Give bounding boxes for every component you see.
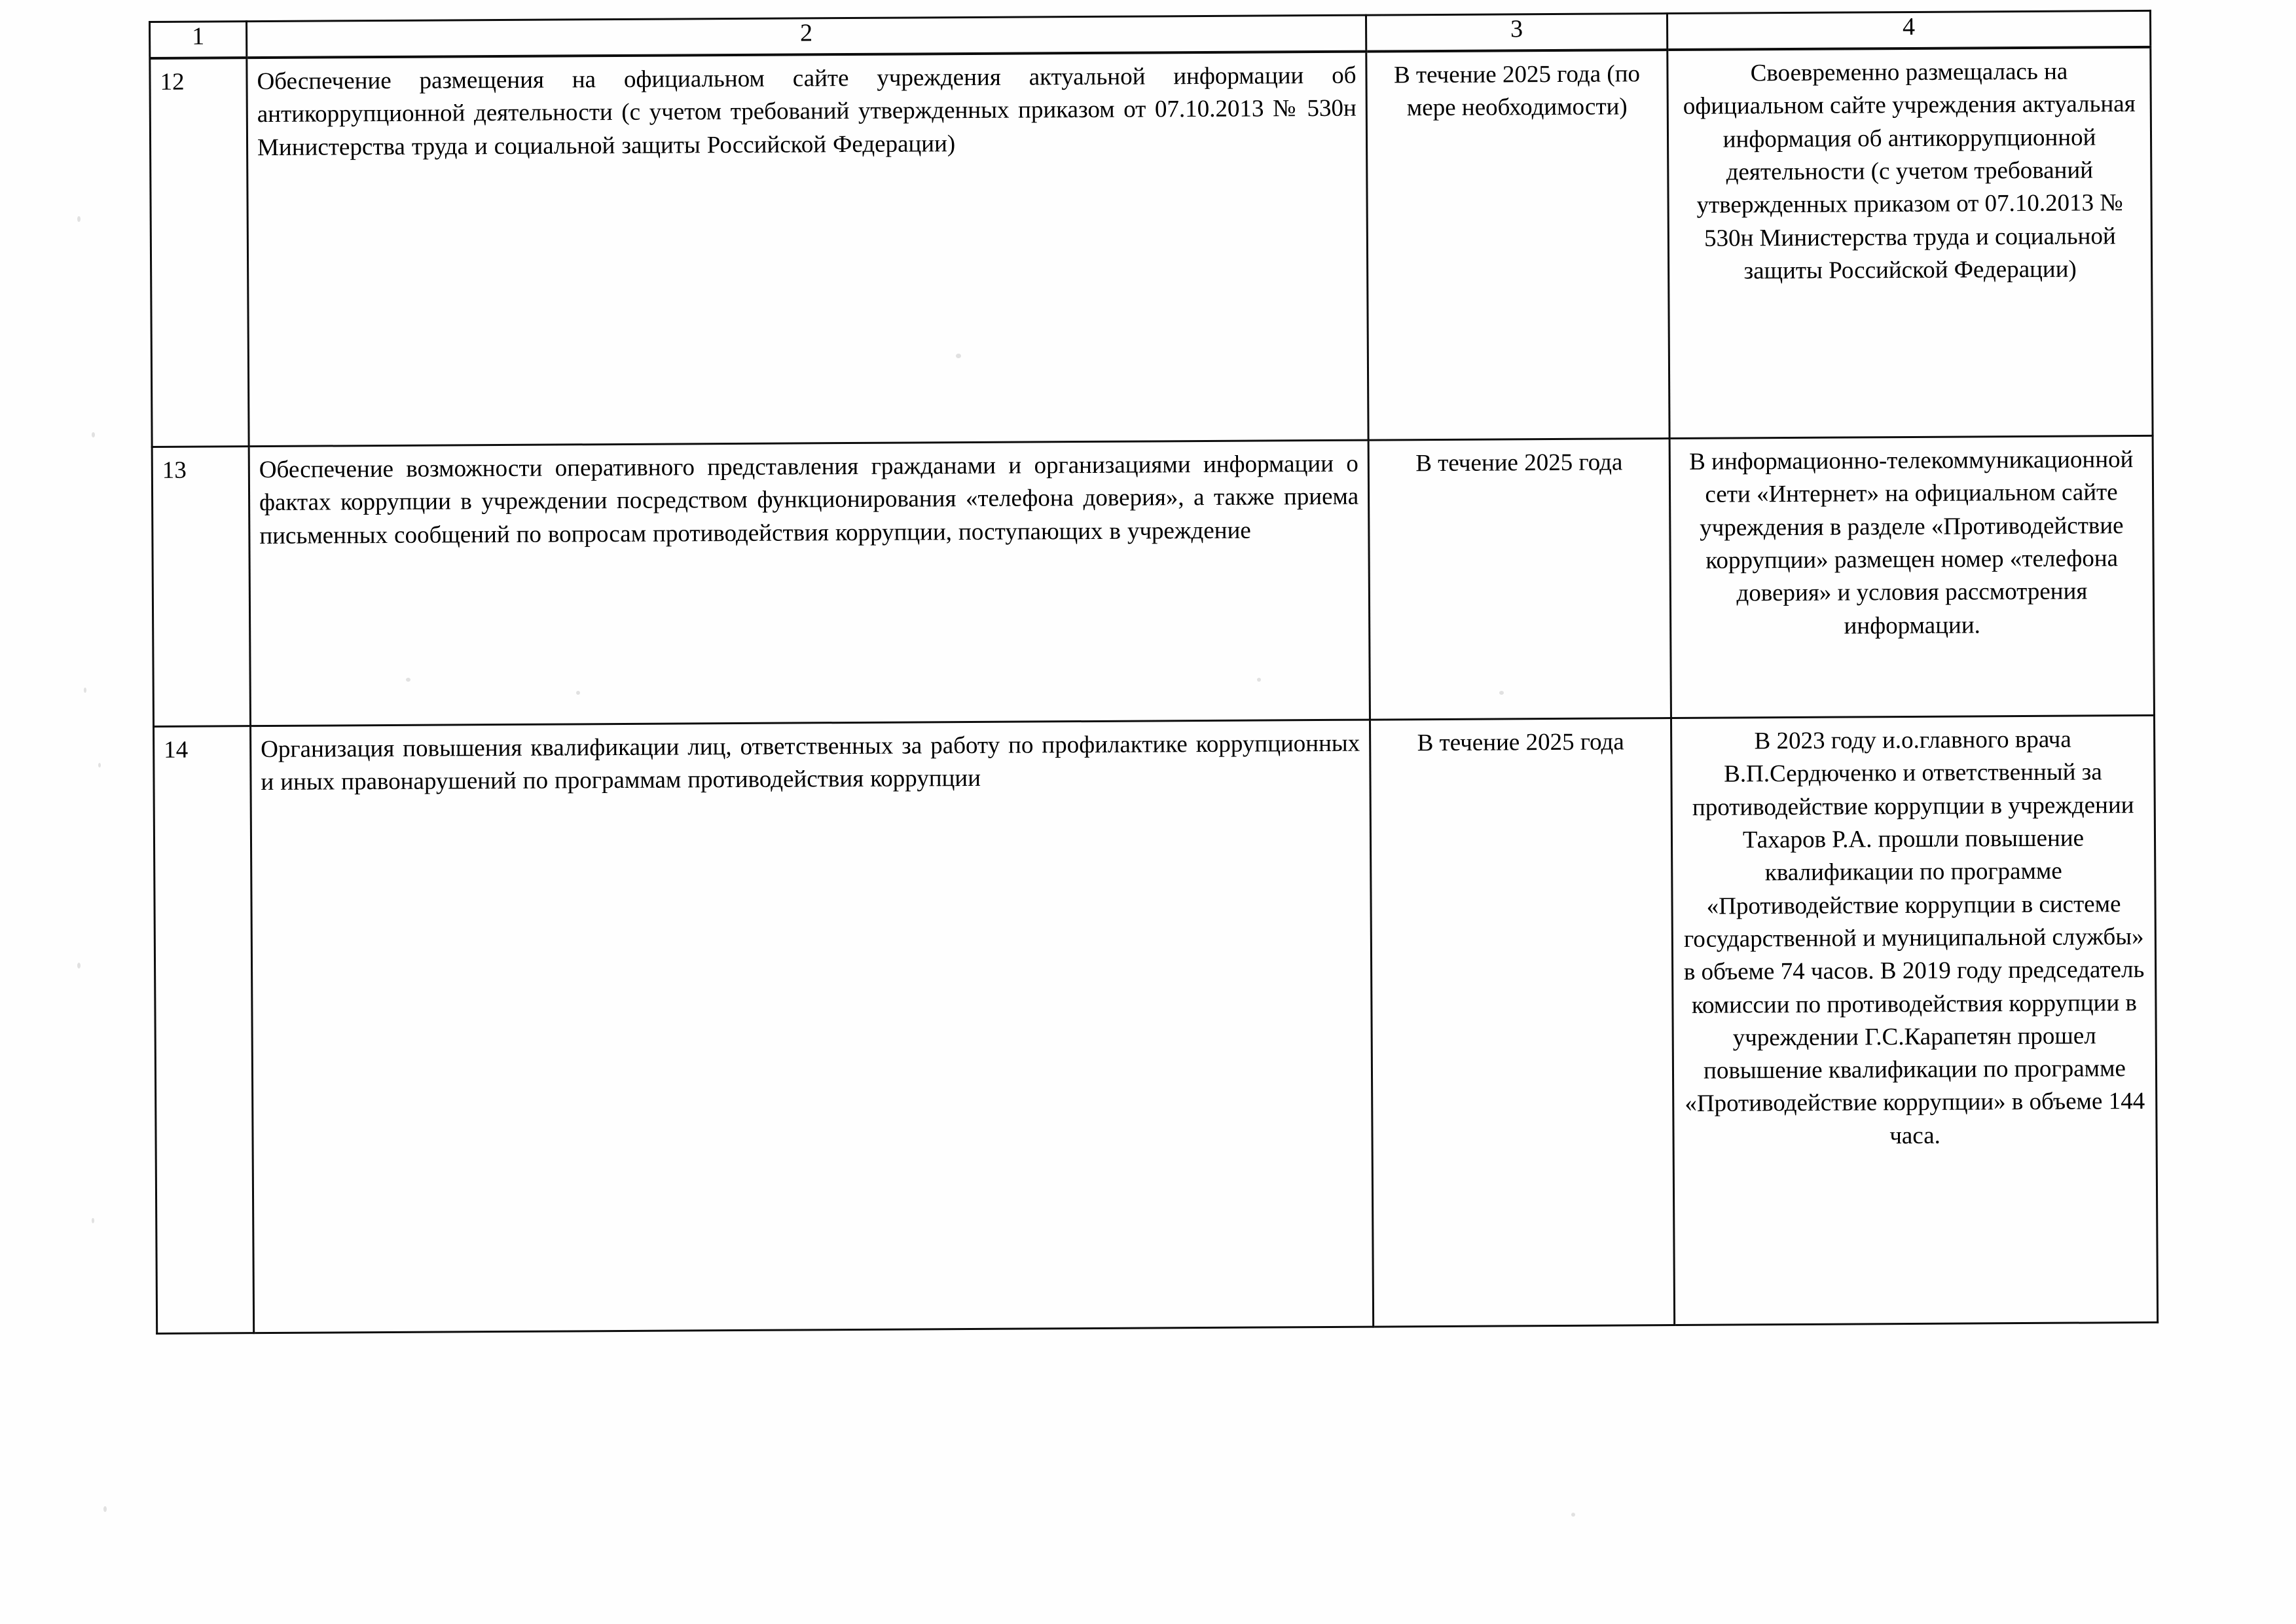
- measure-text: Организация повышения квалификации лиц, ответственных за работу по профилактике коррупционных и иных правонарушений по программам противодействия коррупции: [261, 729, 1360, 796]
- row-term-cell: [1366, 50, 1669, 440]
- table-row: [150, 47, 2153, 447]
- term-text: В течение 2025 года (по мере необходимости): [1393, 60, 1641, 122]
- row-result-cell: [1667, 47, 2153, 439]
- scan-speck: [92, 432, 95, 437]
- anticorruption-measures-table: [149, 10, 2159, 1335]
- table-row: [152, 435, 2154, 726]
- column-header-1: 1: [150, 22, 247, 58]
- measure-text: Обеспечение возможности оперативного представления гражданами и организациями информации о фактах коррупции в учреждении посредством функционирования «телефона доверия», а также приема письменных сообщений по вопросам противодействия коррупции, поступающих в учреждение: [259, 450, 1359, 549]
- result-text: В информационно-телекоммуникационной сети «Интернет» на официальном сайте учреждения в разделе «Противодействие коррупции» размещен номер «телефона доверия» и условия рассмотрения информации.: [1689, 446, 2134, 640]
- row-number: 13: [152, 447, 250, 727]
- measures-table-container: [149, 10, 2157, 1335]
- row-term-cell: [1368, 439, 1671, 720]
- term-text: В течение 2025 года: [1417, 728, 1624, 757]
- scan-speck: [77, 216, 81, 222]
- scan-speck: [84, 688, 86, 693]
- scan-speck: [98, 763, 101, 767]
- result-text: В 2023 году и.о.главного врача В.П.Сердюченко и ответственный за противодействие коррупции в учреждении Тахаров Р.А. прошли повышение квалификации по программе «Противодействие коррупции в системе государственной и муниципальной службы» в объеме 74 часов. В 2019 году председатель комиссии по противодействия коррупции в учреждении Г.С.Карапетян прошел повышение квалификации по программе «Противодействие коррупции» в объеме 144 часа.: [1683, 726, 2145, 1149]
- column-header-4: 4: [1667, 10, 2150, 50]
- result-text: Своевременно размещалась на официальном сайте учреждения актуальная информация об антикоррупционной деятельности (с учетом требований утвержденных приказом от 07.10.2013 № 530н Министерства труда и социальной защиты Российской Федерации): [1683, 58, 2136, 285]
- measure-text: Обеспечение размещения на официальном сайте учреждения актуальной информации об антикоррупционной деятельности (с учетом требований утвержденных приказом от 07.10.2013 № 530н Министерства труда и социальной защиты Российской Федерации): [257, 62, 1357, 161]
- row-result-cell: [1669, 435, 2154, 718]
- row-measure-cell: [249, 440, 1370, 726]
- scan-speck: [103, 1506, 107, 1512]
- scan-speck: [1571, 1513, 1575, 1517]
- scan-speck: [92, 1218, 94, 1223]
- row-measure-cell: [247, 52, 1368, 447]
- row-measure-cell: [251, 720, 1374, 1333]
- table-row: [154, 715, 2158, 1333]
- term-text: В течение 2025 года: [1415, 449, 1623, 477]
- column-header-2: 2: [247, 15, 1366, 58]
- row-term-cell: [1370, 718, 1674, 1327]
- column-header-3: 3: [1366, 14, 1667, 52]
- scan-speck: [77, 963, 81, 969]
- row-number: 12: [150, 58, 249, 447]
- row-result-cell: [1671, 715, 2157, 1325]
- row-number: 14: [154, 726, 254, 1334]
